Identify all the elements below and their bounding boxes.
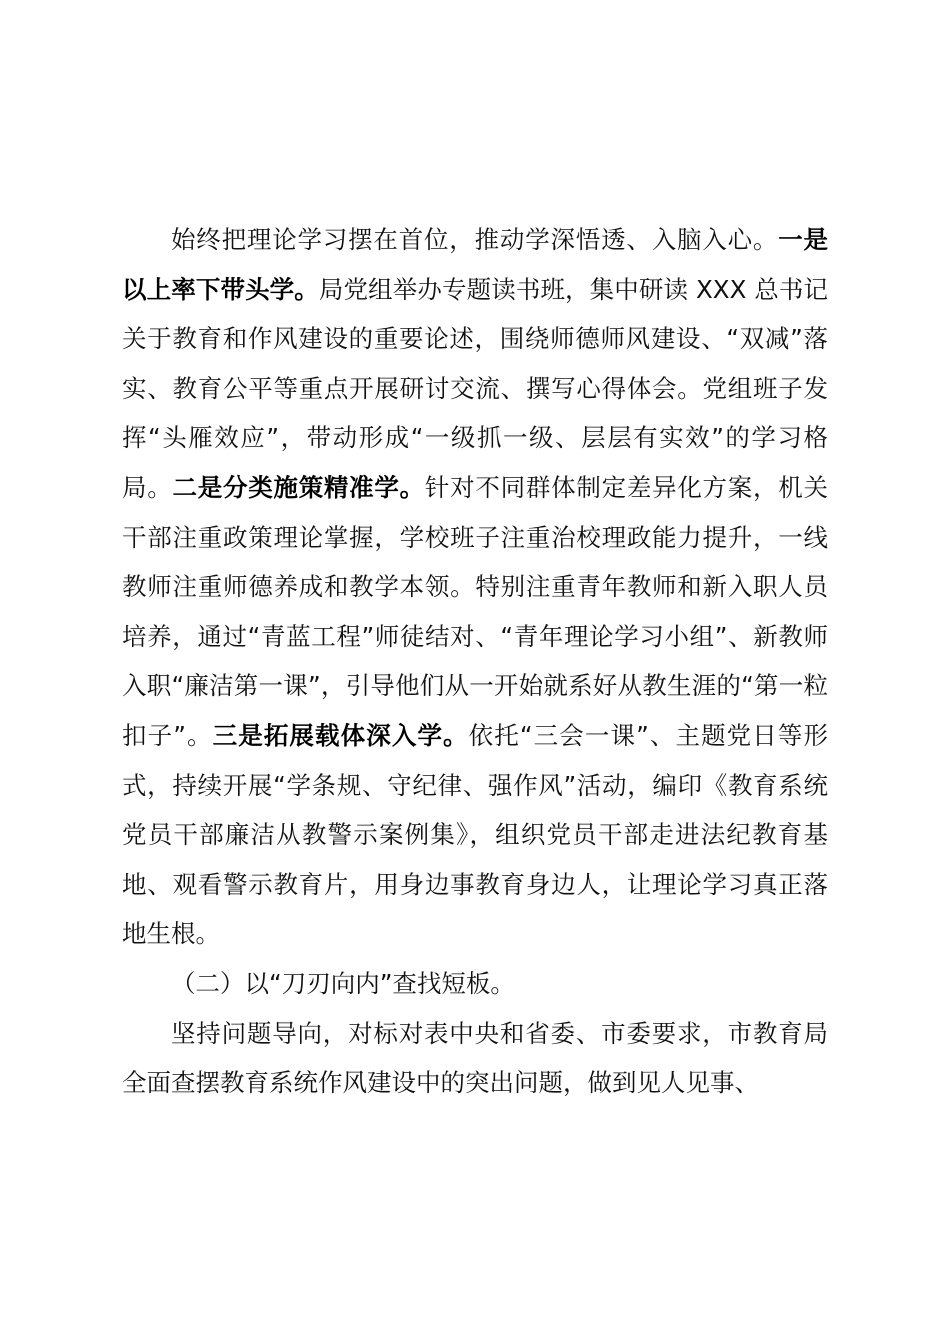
- paragraph-problem-finding: 坚持问题导向，对标对表中央和省委、市委要求，市教育局全面查摆教育系统作风建设中的突出问题，做到见人见事、: [122, 1018, 828, 1098]
- bold-point-one: 一是以上率下带头学。: [122, 225, 829, 304]
- paragraph-text: 始终把理论学习摆在首位，推动学深悟透、入脑入心。: [171, 225, 779, 254]
- paragraph-text: 针对不同群体制定差异化方案，机关干部注重政策理论掌握，学校班子注重治校理政能力提升，一线教师注重师德养成和教学本领。特别注重青年教师和新入职人员培养，通过“青蓝工程”师徒结对、“青年理论学习小组”、新教师入职“廉洁第一课”，引导他们从一开始就系好从教生涯的“第一粒扣子”。: [122, 472, 829, 750]
- paragraph-theory-study: [122, 215, 828, 959]
- bold-point-two: 二是分类施策精准学。: [172, 472, 425, 502]
- paragraph-text: 局党组举办专题读书班，集中研读 XXX 总书记关于教育和作风建设的重要论述，围绕师德师风建设、“双减”落实、教育公平等重点开展研讨交流、撰写心得体会。党组班子发挥“头雁效应”，带动形成“一级抓一级、层层有实效”的学习格局。: [122, 274, 829, 502]
- bold-point-three: 三是拓展载体深入学。: [212, 720, 469, 750]
- paragraph-text: 依托“三会一课”、主题党日等形式，持续开展“学条规、守纪律、强作风”活动，编印《教育系统党员干部廉洁从教警示案例集》，组织党员干部走进法纪教育基地、观看警示教育片，用身边事教育身边人，让理论学习真正落地生根。: [122, 720, 828, 949]
- section-heading-two: （二）以“刀刃向内”查找短板。: [171, 968, 515, 998]
- document-body: [122, 215, 828, 1108]
